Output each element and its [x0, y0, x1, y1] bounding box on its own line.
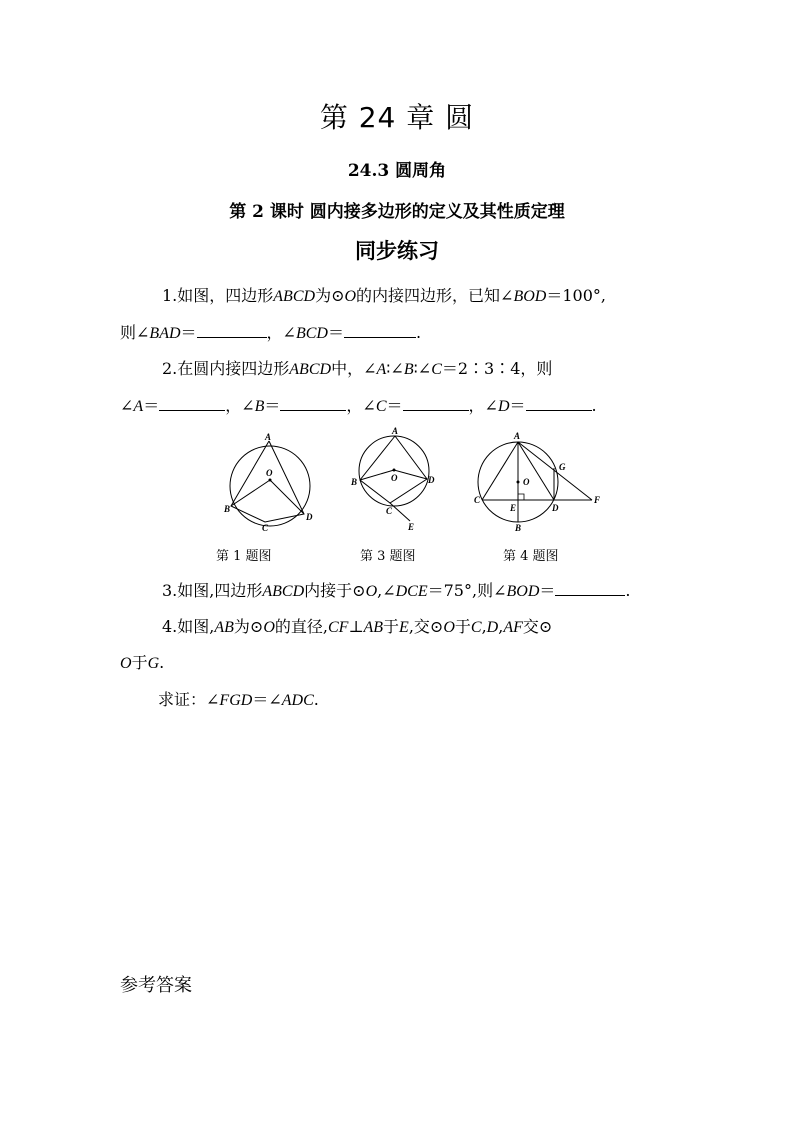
- q1-text-d: ＝100°,: [546, 286, 606, 305]
- figure-1: [222, 428, 322, 536]
- lesson-title: 第 2 课时 圆内接多边形的定义及其性质定理: [229, 202, 565, 222]
- q4-adc: ADC: [281, 692, 314, 709]
- chapter-title: 第 24 章 圆: [319, 101, 475, 134]
- question-1-line-1: [162, 283, 732, 306]
- q2-sep-1: ，∠: [225, 396, 255, 415]
- question-4-prove: [158, 687, 728, 710]
- fig4-label-d: D: [552, 503, 559, 513]
- q4-c: C: [470, 619, 482, 636]
- section-title: 24.3 圆周角: [347, 161, 447, 181]
- fig3-label-a: A: [392, 426, 399, 436]
- q2-lc: C: [375, 398, 387, 415]
- q2-number: 2.: [162, 359, 178, 378]
- q2-eq-d: ＝: [509, 396, 526, 415]
- q4-af: AF: [503, 619, 523, 636]
- q3-shape: ABCD: [262, 583, 305, 600]
- fig4-right-angle-mark: [518, 494, 524, 500]
- q1-text-b: 为⊙: [315, 286, 345, 305]
- q2-text-a: 在圆内接四边形: [177, 359, 290, 378]
- q4-prove-eq: ＝∠: [252, 690, 282, 709]
- q1-number: 1.: [162, 286, 178, 305]
- question-1-line-2: [120, 320, 690, 343]
- q1-text-a: 如图，四边形: [177, 286, 274, 305]
- q4-number: 4.: [162, 617, 178, 636]
- figure-4-caption: 第 4 题图: [503, 549, 559, 564]
- q4-perp: ⊥: [348, 617, 364, 636]
- fig4-label-f: F: [594, 495, 601, 505]
- q1-eq1: ＝: [180, 323, 197, 342]
- q4-text-b: 为⊙: [233, 617, 264, 636]
- q1-angle-given: BOD: [513, 288, 547, 305]
- q4-comma-1: ,: [481, 617, 487, 636]
- q2-la: A: [133, 398, 144, 415]
- q2-text-b: 中，∠: [331, 359, 377, 378]
- q2-sep-3: ，∠: [468, 396, 498, 415]
- figure-3: [346, 424, 442, 534]
- q1-ask1: BAD: [149, 325, 181, 342]
- fig1-center-dot: [269, 479, 272, 482]
- q4-d: D: [486, 619, 499, 636]
- q1-answer-blank-2[interactable]: [344, 323, 416, 338]
- q4-comma-2: ,: [498, 617, 504, 636]
- q2-answer-blank-a[interactable]: [159, 396, 225, 411]
- fig4-label-a: A: [514, 431, 521, 441]
- q3-angle-given: DCE: [395, 583, 428, 600]
- q3-ask: BOD: [506, 583, 540, 600]
- q3-circle: O: [365, 583, 378, 600]
- q3-end: .: [625, 581, 631, 600]
- fig1-radii: [231, 480, 304, 514]
- q2-answer-blank-b[interactable]: [280, 396, 346, 411]
- q4-fgd: FGD: [219, 692, 253, 709]
- q2-c: C: [431, 361, 442, 378]
- figure-3-caption: 第 3 题图: [360, 549, 416, 564]
- q4-line2-end: .: [159, 653, 165, 672]
- fig4-line-af: [518, 442, 592, 500]
- q2-c1: ∶∠: [386, 359, 404, 378]
- q1-line2-a: 则∠: [120, 323, 150, 342]
- figure-4: [468, 428, 608, 536]
- q3-number: 3.: [162, 581, 178, 600]
- q2-a: A: [376, 361, 387, 378]
- q2-sep-2: ，∠: [346, 396, 376, 415]
- figure-1-caption: 第 1 题图: [216, 549, 272, 564]
- q2-lb: B: [254, 398, 265, 415]
- q4-e: E: [399, 619, 409, 636]
- fig3-label-b: B: [351, 477, 358, 487]
- q2-eq-a: ＝: [143, 396, 160, 415]
- q1-text-c: 的内接四边形，已知∠: [356, 286, 514, 305]
- q1-eq2: ＝: [327, 323, 344, 342]
- fig1-label-d: D: [306, 512, 313, 522]
- fig1-label-c: C: [262, 523, 269, 533]
- q1-sep: ，∠: [266, 323, 296, 342]
- fig1-label-a: A: [265, 432, 272, 442]
- q3-answer-blank[interactable]: [555, 581, 625, 596]
- practice-heading: 同步练习: [355, 239, 439, 263]
- q4-text-c: 的直径,: [274, 617, 328, 636]
- fig4-label-e: E: [510, 503, 517, 513]
- q1-shape: ABCD: [273, 288, 316, 305]
- fig3-label-o: O: [391, 473, 398, 483]
- q4-o2: O: [443, 619, 455, 636]
- fig3-label-c: C: [386, 506, 393, 516]
- fig4-label-o: O: [523, 477, 530, 487]
- fig4-label-b: B: [515, 523, 522, 533]
- q4-prove-end: .: [313, 690, 319, 709]
- q3-text-a: 如图,四边形: [177, 581, 263, 600]
- fig4-chord-ac: [482, 442, 518, 500]
- fig4-chord-ad: [518, 442, 554, 500]
- q3-text-b: 内接于⊙: [304, 581, 366, 600]
- fig4-label-c: C: [474, 495, 481, 505]
- fig1-circle: [230, 446, 310, 526]
- q2-answer-blank-d[interactable]: [526, 396, 592, 411]
- q2-l2-a: ∠: [120, 396, 134, 415]
- fig3-label-d: D: [428, 475, 435, 485]
- fig1-label-o: O: [266, 468, 273, 478]
- fig3-label-e: E: [408, 522, 415, 532]
- answers-heading: 参考答案: [120, 975, 192, 996]
- q2-b: B: [403, 361, 414, 378]
- q4-cf: CF: [327, 619, 349, 636]
- question-3: [162, 578, 732, 601]
- q1-circle: O: [344, 288, 357, 305]
- fig4-center-dot: [517, 481, 520, 484]
- q2-end: .: [591, 396, 597, 415]
- q2-ratio: ＝2∶3∶4，则: [441, 359, 553, 378]
- fig1-label-b: B: [224, 504, 231, 514]
- q2-eq-b: ＝: [264, 396, 281, 415]
- q2-c2: ∶∠: [413, 359, 432, 378]
- q4-ab: AB: [214, 619, 234, 636]
- q4-text-g: 交⊙: [522, 617, 553, 636]
- q4-text-d: 于: [383, 617, 400, 636]
- fig4-label-g: G: [559, 462, 566, 472]
- question-2-line-1: [162, 356, 732, 379]
- q4-text-e: ,交⊙: [408, 617, 444, 636]
- question-2-line-2: [120, 393, 690, 416]
- fig3-center-dot: [393, 469, 396, 472]
- question-4-line-1: [162, 614, 732, 637]
- q4-line2-o: O: [120, 655, 132, 672]
- question-4-line-2: [120, 650, 690, 673]
- q1-ask2: BCD: [295, 325, 328, 342]
- q2-ld: D: [497, 398, 510, 415]
- q3-eq: ＝: [539, 581, 556, 600]
- q2-answer-blank-c[interactable]: [403, 396, 469, 411]
- q4-text-f: 于: [454, 617, 471, 636]
- q4-line2-a: 于: [131, 653, 148, 672]
- q1-end: .: [415, 323, 422, 342]
- q1-answer-blank-1[interactable]: [197, 323, 267, 338]
- q4-prove-label: 求证：∠: [158, 690, 220, 709]
- q4-ab2: AB: [363, 619, 384, 636]
- q4-text-a: 如图,: [177, 617, 215, 636]
- q3-text-c: ,∠: [377, 581, 396, 600]
- q4-o: O: [263, 619, 275, 636]
- q2-shape: ABCD: [289, 361, 332, 378]
- q2-eq-c: ＝: [386, 396, 403, 415]
- q4-g: G: [147, 655, 160, 672]
- q3-text-d: ＝75°,则∠: [427, 581, 507, 600]
